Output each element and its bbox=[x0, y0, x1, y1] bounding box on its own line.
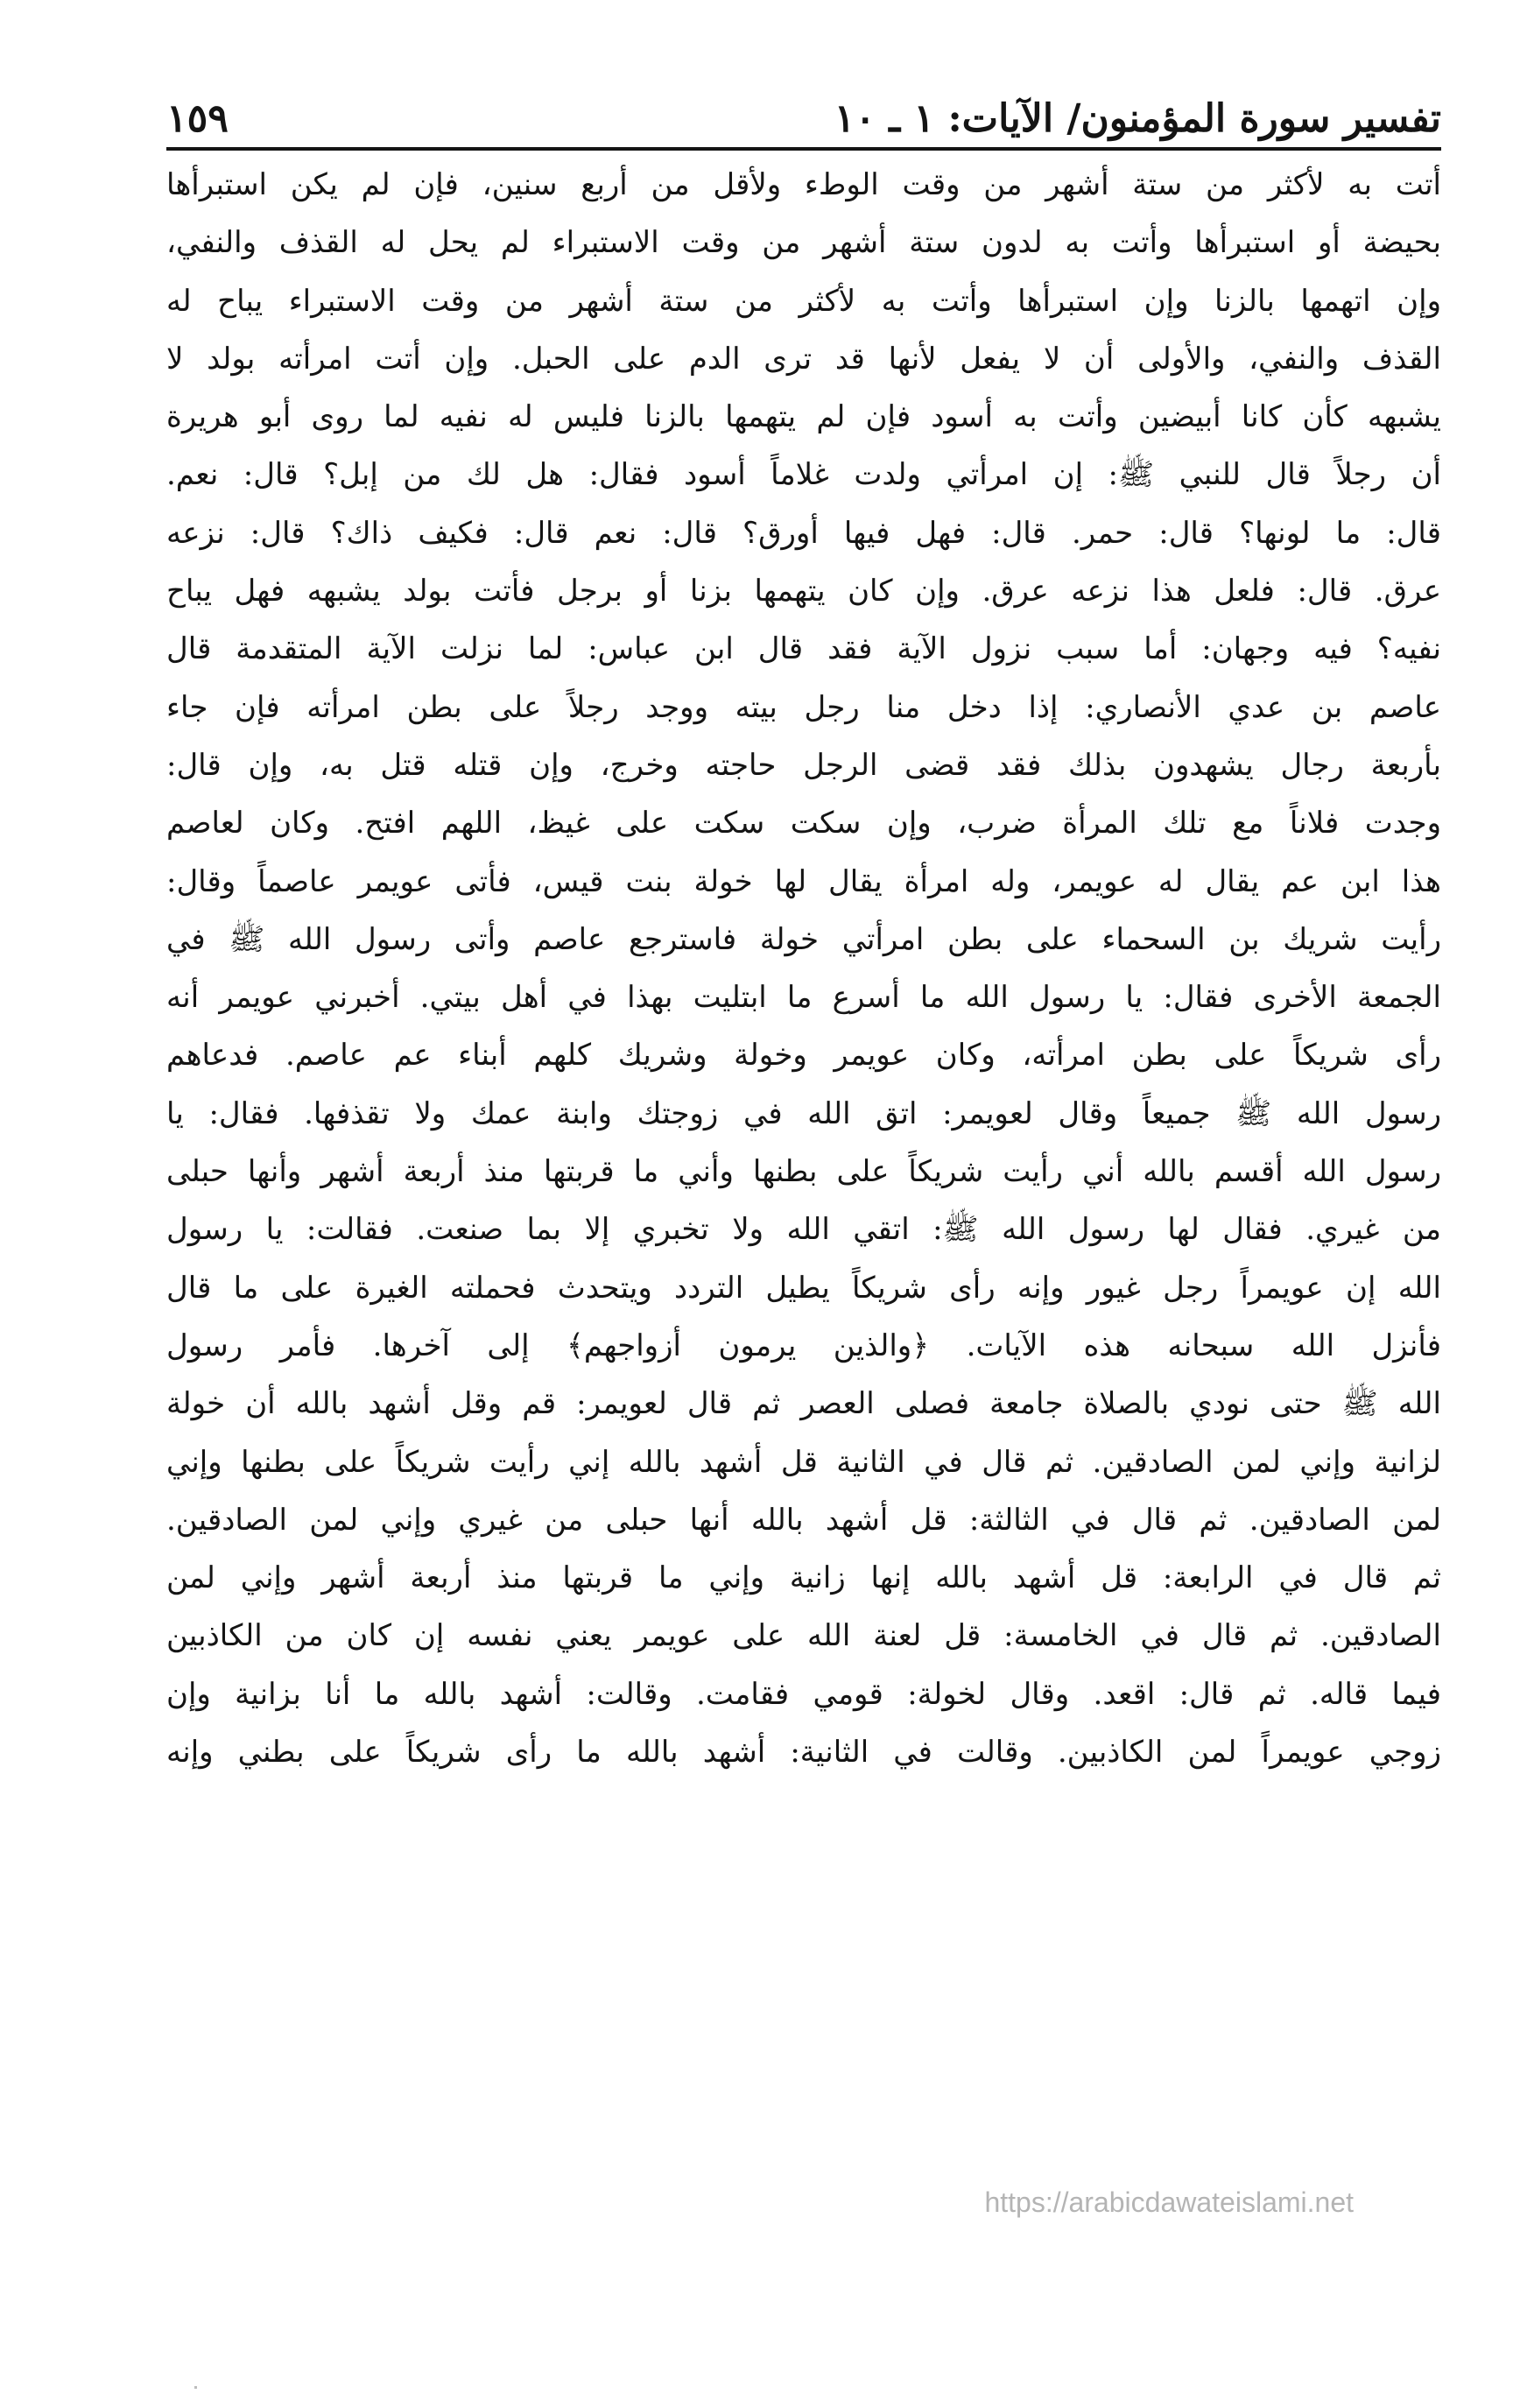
text-line: وجدت فلاناً مع تلك المرأة ضرب، وإن سكت سكت على غيظ، اللهم افتح. وكان لعاصم bbox=[166, 806, 1441, 841]
text-line: فيما قاله. ثم قال: اقعد. وقال لخولة: قومي فقامت. وقالت: أشهد بالله ما أنا بزانية وإن bbox=[166, 1676, 1441, 1712]
text-line: رسول الله ﷺ جميعاً وقال لعويمر: اتق الله في زوجتك وابنة عمك ولا تقذفها. فقال: يا bbox=[166, 1095, 1441, 1131]
text-line: الله إن عويمراً رجل غيور وإنه رأى شريكاً يطيل التردد ويتحدث فحملته الغيرة على ما قال bbox=[166, 1270, 1441, 1306]
running-title: تفسير سورة المؤمنون/ الآيات: ١ ـ ١٠ bbox=[834, 96, 1441, 141]
text-line: بحيضة أو استبرأها وأتت به لدون ستة أشهر من وقت الاستبراء لم يحل له القذف والنفي، bbox=[166, 225, 1441, 261]
watermark: https://arabicdawateislami.net bbox=[984, 2186, 1354, 2218]
text-line: رأيت شريك بن السحماء على بطن امرأتي خولة فاسترجع عاصم وأتى رسول الله ﷺ في bbox=[166, 921, 1441, 957]
text-line: فأنزل الله سبحانه هذه الآيات. ﴿والذين يرمون أزواجهم﴾ إلى آخرها. فأمر رسول bbox=[166, 1327, 1441, 1363]
text-line: الصادقين. ثم قال في الخامسة: قل لعنة الله على عويمر يعني نفسه إن كان من الكاذبين bbox=[166, 1618, 1441, 1654]
text-line: الجمعة الأخرى فقال: يا رسول الله ما أسرع ما ابتليت بهذا في أهل بيتي. أخبرني عويمر أنه bbox=[166, 980, 1441, 1016]
text-line: هذا ابن عم يقال له عويمر، وله امرأة يقال لها خولة بنت قيس، فأتى عويمر عاصماً وقال: bbox=[166, 863, 1441, 899]
body-text bbox=[166, 156, 1441, 1781]
text-line: نفيه؟ فيه وجهان: أما سبب نزول الآية فقد قال ابن عباس: لما نزلت الآية المتقدمة قال bbox=[166, 631, 1441, 667]
scan-speck bbox=[194, 2386, 197, 2389]
text-line: رسول الله أقسم بالله أني رأيت شريكاً على بطنها وأني ما قربتها منذ أربعة أشهر وأنها حبلى bbox=[166, 1154, 1441, 1190]
text-line: زوجي عويمراً لمن الكاذبين. وقالت في الثانية: أشهد بالله ما رأى شريكاً على بطني وإنه bbox=[166, 1735, 1441, 1771]
text-line: قال: ما لونها؟ قال: حمر. قال: فهل فيها أورق؟ قال: نعم قال: فكيف ذاك؟ قال: نزعه bbox=[166, 515, 1441, 551]
text-line: الله ﷺ حتى نودي بالصلاة جامعة فصلى العصر ثم قال لعويمر: قم وقل أشهد بالله أن خولة bbox=[166, 1386, 1441, 1422]
header-rule bbox=[166, 147, 1441, 151]
page-number: ١٥٩ bbox=[166, 96, 229, 141]
text-line: عاصم بن عدي الأنصاري: إذا دخل منا رجل بيته ووجد رجلاً على بطن امرأته فإن جاء bbox=[166, 689, 1441, 725]
text-line: بأربعة رجال يشهدون بذلك فقد قضى الرجل حاجته وخرج، وإن قتله قتل به، وإن قال: bbox=[166, 747, 1441, 783]
page-header bbox=[166, 70, 1441, 149]
text-line: القذف والنفي، والأولى أن لا يفعل لأنها قد ترى الدم على الحبل. وإن أتت امرأته بولد لا bbox=[166, 341, 1441, 377]
text-line: يشبهه كأن كانا أبيضين وأتت به أسود فإن لم يتهمها بالزنا فليس له نفيه لما روى أبو هريرة bbox=[166, 399, 1441, 435]
text-line: لزانية وإني لمن الصادقين. ثم قال في الثانية قل أشهد بالله إني رأيت شريكاً على بطنها وإني bbox=[166, 1444, 1441, 1480]
text-line: لمن الصادقين. ثم قال في الثالثة: قل أشهد بالله أنها حبلى من غيري وإني لمن الصادقين. bbox=[166, 1502, 1441, 1538]
text-line: أن رجلاً قال للنبي ﷺ: إن امرأتي ولدت غلاماً أسود فقال: هل لك من إبل؟ قال: نعم. bbox=[166, 457, 1441, 493]
text-line: عرق. قال: فلعل هذا نزعه عرق. وإن كان يتهمها بزنا أو برجل فأتت بولد يشبهه فهل يباح bbox=[166, 574, 1441, 609]
text-line: رأى شريكاً على بطن امرأته، وكان عويمر وخولة وشريك كلهم أبناء عم عاصم. فدعاهم bbox=[166, 1038, 1441, 1074]
text-line: وإن اتهمها بالزنا وإن استبرأها وأتت به لأكثر من ستة أشهر من وقت الاستبراء يباح له bbox=[166, 283, 1441, 319]
text-line: من غيري. فقال لها رسول الله ﷺ: اتقي الله ولا تخبري إلا بما صنعت. فقالت: يا رسول bbox=[166, 1212, 1441, 1248]
text-line: ثم قال في الرابعة: قل أشهد بالله إنها زانية وإني ما قربتها منذ أربعة أشهر وإني لمن bbox=[166, 1560, 1441, 1596]
text-line: أتت به لأكثر من ستة أشهر من وقت الوطء ولأقل من أربع سنين، فإن لم يكن استبرأها bbox=[166, 167, 1441, 202]
